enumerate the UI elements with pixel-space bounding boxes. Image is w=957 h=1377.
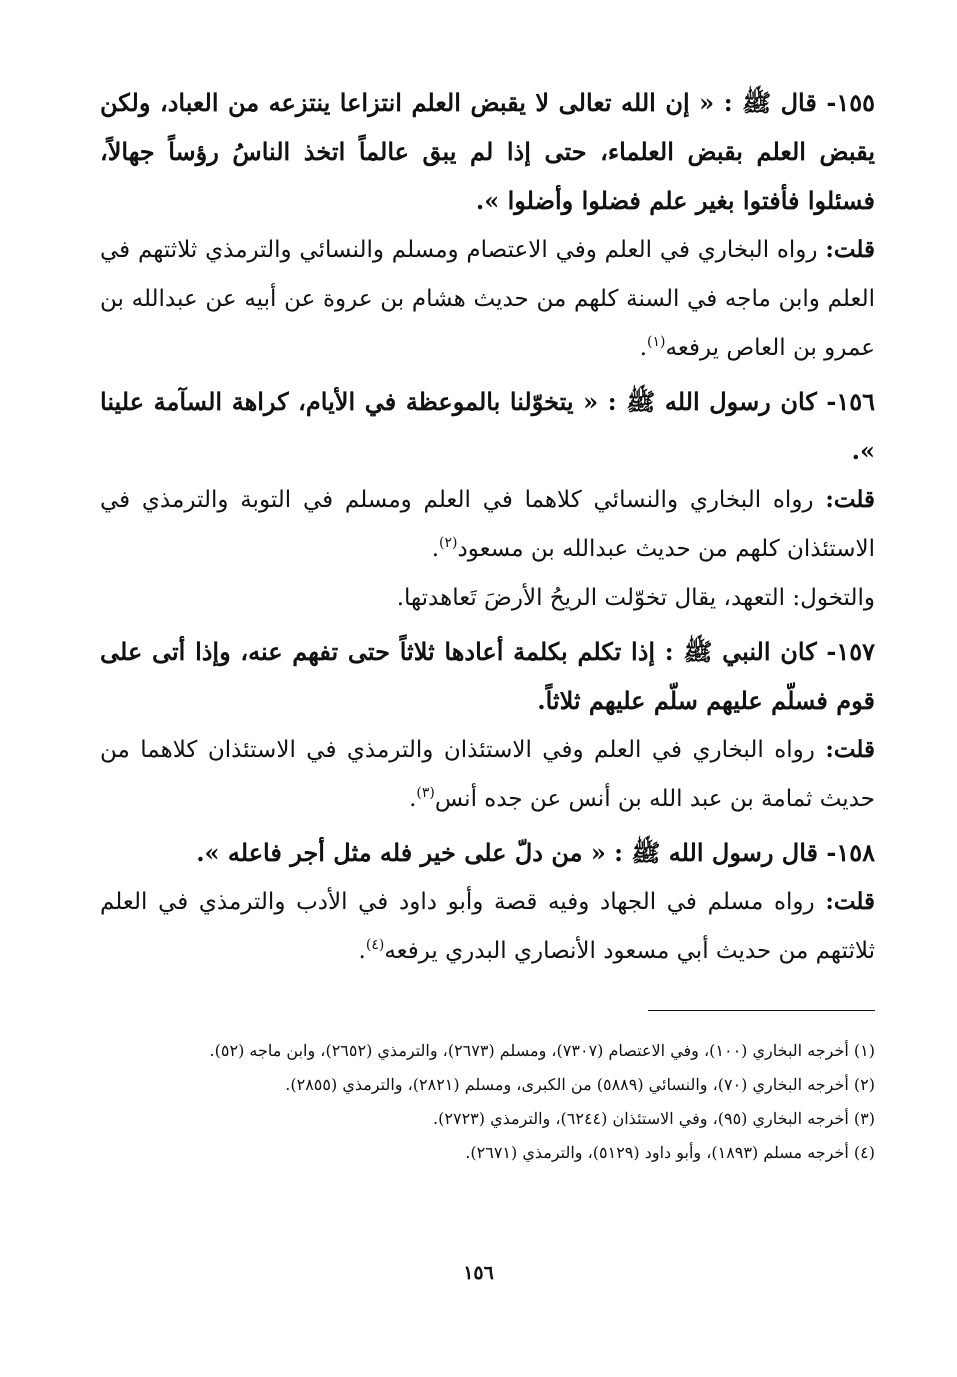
- definition-note: والتخول: التعهد، يقال تخوّلت الريحُ الأرضَ تَعاهدتها.: [396, 585, 875, 611]
- footnote-ref[interactable]: (٢): [439, 535, 458, 551]
- hadith-number: ١٥٦-: [826, 387, 875, 416]
- page-number: ١٥٦: [463, 1262, 494, 1284]
- hadith-number: ١٥٨-: [826, 838, 875, 867]
- comment-158: قلت: رواه مسلم في الجهاد وفيه قصة وأبو داود في الأدب والترمذي في العلم ثلاثتهم من حديث أبي مسعود الأنصاري البدري يرفعه$^{(٤)}$.: [100, 888, 876, 964]
- footnote-separator: [648, 1010, 875, 1011]
- footnote-ref[interactable]: (٣): [416, 785, 435, 801]
- comment-157: قلت: رواه البخاري في العلم وفي الاستئذان والترمذي في الاستئذان كلاهما من حديث ثمامة بن عبد الله بن أنس عن جده أنس$^{(٣)}$.: [100, 736, 876, 812]
- hadith-157: [100, 627, 875, 725]
- page-body: [100, 78, 875, 976]
- comment-text: رواه البخاري والنسائي كلاهما في العلم ومسلم في التوبة والترمذي في الاستئذان كلهم من حديث عبدالله بن مسعود: [100, 487, 875, 562]
- hadith-number: ١٥٧-: [826, 637, 876, 666]
- comment-155: قلت: رواه البخاري في العلم وفي الاعتصام ومسلم والنسائي والترمذي ثلاثتهم في العلم وابن ماجه في السنة كلهم من حديث هشام بن عروة عن أبيه عن عبدالله بن عمرو بن العاص يرفعه$^{(١)}$.: [100, 236, 876, 361]
- footnote-3: (٣) أخرجه البخاري (٩٥)، وفي الاستئذان (٦٢٤٤)، والترمذي (٢٧٢٣).: [433, 1109, 875, 1128]
- footnote-ref[interactable]: (٤): [365, 937, 385, 953]
- comment-label: قلت:: [825, 888, 876, 915]
- hadith-156: [100, 377, 875, 475]
- hadith-158: [100, 828, 875, 877]
- hadith-155: [100, 78, 875, 225]
- comment-text: رواه مسلم في الجهاد وفيه قصة وأبو داود في الأدب والترمذي في العلم ثلاثتهم من حديث أبي مسعود الأنصاري البدري يرفعه: [100, 889, 875, 964]
- comment-label: قلت:: [825, 236, 876, 263]
- footnote-1: (١) أخرجه البخاري (١٠٠)، وفي الاعتصام (٧٣٠٧)، ومسلم (٢٦٧٣)، والترمذي (٢٦٥٢)، وابن ماجه (٥٢).: [209, 1041, 875, 1060]
- footnote-2: (٢) أخرجه البخاري (٧٠)، والنسائي (٥٨٨٩) من الكبرى، ومسلم (٢٨٢١)، والترمذي (٢٨٥٥).: [285, 1075, 875, 1094]
- footnote-ref[interactable]: (١): [647, 334, 666, 350]
- hadith-text: قال ﷺ : « إن الله تعالى لا يقبض العلم انتزاعا ينتزعه من العباد، ولكن يقبض العلم بقبض العلماء، حتى إذا لم يبق عالماً اتخذ الناسُ رؤساً جهالاً، فسئلوا فأفتوا بغير علم فضلوا وأضلوا ».: [100, 88, 875, 215]
- comment-text: رواه البخاري في العلم وفي الاعتصام ومسلم والنسائي والترمذي ثلاثتهم في العلم وابن ماجه في السنة كلهم من حديث هشام بن عروة عن أبيه عن عبدالله بن عمرو بن العاص يرفعه: [100, 237, 875, 361]
- comment-label: قلت:: [825, 736, 876, 763]
- footnote-4: (٤) أخرجه مسلم (١٨٩٣)، وأبو داود (٥١٢٩)، والترمذي (٢٦٧١).: [465, 1143, 875, 1162]
- footnotes: [100, 1034, 875, 1170]
- comment-156: قلت: رواه البخاري والنسائي كلاهما في العلم ومسلم في التوبة والترمذي في الاستئذان كلهم من حديث عبدالله بن مسعود$^{(٢)}$.: [100, 486, 876, 562]
- comment-text: رواه البخاري في العلم وفي الاستئذان والترمذي في الاستئذان كلاهما من حديث ثمامة بن عبد الله بن أنس عن جده أنس: [100, 737, 875, 812]
- hadith-number: ١٥٥-: [826, 88, 875, 117]
- comment-label: قلت:: [825, 486, 876, 513]
- hadith-text: كان رسول الله ﷺ : « يتخوّلنا بالموعظة في الأيام، كراهة السآمة علينا ».: [100, 387, 875, 465]
- hadith-text: كان النبي ﷺ : إذا تكلم بكلمة أعادها ثلاثاً حتى تفهم عنه، وإذا أتى على قوم فسلّم عليهم سلّم عليهم ثلاثاً.: [100, 637, 875, 715]
- hadith-text: قال رسول الله ﷺ : « من دلّ على خير فله مثل أجر فاعله ».: [196, 838, 818, 867]
